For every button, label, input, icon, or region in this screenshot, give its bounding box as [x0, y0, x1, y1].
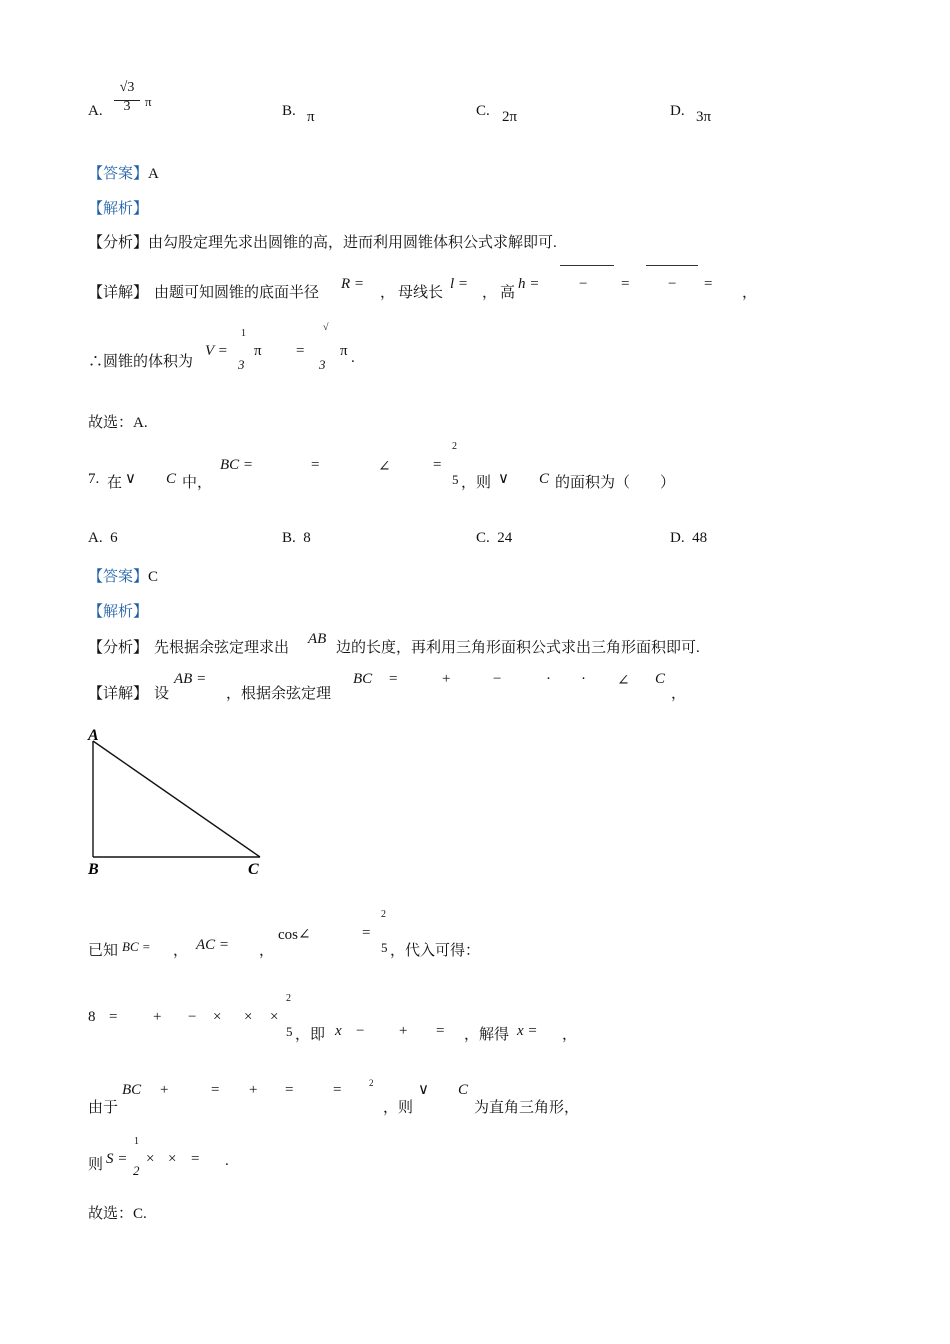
option-b-label: B. [282, 103, 296, 119]
triangle-symbol: ∨ [125, 471, 136, 487]
comma: ， [562, 1027, 578, 1043]
comma: ， [742, 285, 758, 301]
q6-guxuan: 故选：A. [88, 415, 148, 431]
youyu-then: ，则 [383, 1100, 414, 1116]
dot: · [581, 671, 586, 687]
times: × [146, 1151, 155, 1167]
fraction-den: 5 [286, 1024, 293, 1039]
q7-option-d [670, 530, 707, 547]
minus: − [356, 1023, 365, 1039]
side-AB: AB [308, 631, 327, 647]
q7-fenxi-tag: 【分析】 [88, 640, 149, 656]
vertex-label-A: A [88, 727, 99, 744]
option-value: 8 [303, 530, 311, 546]
vertex-label-B: B [88, 861, 99, 878]
eq-ji: ，即 [295, 1027, 326, 1043]
fraction-den: 2 [133, 1163, 140, 1178]
q7-zai: 在 [107, 475, 123, 491]
side-BC-eq: BC = [122, 939, 151, 954]
fenxi-line [88, 231, 557, 252]
times: × [213, 1009, 222, 1025]
radius-R: R = [341, 276, 365, 292]
angle-symbol: ∠ [617, 673, 630, 689]
minus: − [188, 1009, 197, 1025]
plus: + [153, 1009, 162, 1025]
volume-text: ∴圆锥的体积为 [88, 354, 194, 370]
option-value: 24 [497, 530, 513, 546]
equals: = [362, 925, 371, 941]
x-equals: x = [517, 1023, 538, 1039]
comma: ， [259, 943, 275, 959]
angle-symbol: ∠ [378, 459, 391, 475]
youyu-rest: 为直角三角形， [474, 1100, 580, 1116]
q7-then: ，则 [461, 475, 492, 491]
option-a-fraction [112, 80, 142, 115]
fenxi-tag: 【分析】 [88, 235, 149, 251]
pi: π [254, 343, 262, 359]
equals: = [436, 1023, 445, 1039]
equals: = [433, 457, 442, 473]
equals: = [333, 1082, 342, 1098]
vertex-C: C [458, 1082, 469, 1098]
vertex-C: C [166, 471, 177, 487]
sqrt-overline [560, 265, 614, 266]
q7-number: 7. [88, 471, 100, 487]
period: . [351, 350, 355, 366]
known-end: ，代入可得： [390, 943, 481, 959]
fraction-den: 3 [238, 357, 245, 372]
equals: = [109, 1009, 118, 1025]
fraction-den: 3 [123, 99, 131, 114]
option-a-label: A. [88, 103, 103, 119]
analysis-tag: 【解析】 [88, 201, 149, 217]
option-d-value: 3π [696, 109, 712, 125]
fraction-num: 2 [381, 909, 386, 920]
equals: = [211, 1082, 220, 1098]
eq-jiede: ，解得 [464, 1027, 510, 1043]
q7-option-b [282, 530, 311, 547]
fraction-num: 1 [134, 1136, 139, 1147]
period: . [225, 1153, 229, 1169]
q7-option-a [88, 530, 118, 547]
comma: ， [173, 943, 189, 959]
comma: ， [671, 686, 687, 702]
triangle-figure [84, 722, 274, 882]
fraction-num: 2 [452, 441, 457, 452]
height-h: h = [518, 276, 540, 292]
option-label: A. [88, 530, 103, 546]
analysis-tag: 【解析】 [88, 604, 149, 620]
xiangjie-text2: 母线长 [398, 285, 444, 301]
option-label: B. [282, 530, 296, 546]
xiangjie-tag: 【详解】 [88, 285, 149, 301]
q7-area-text: 的面积为（ ） [555, 475, 676, 491]
vertex-label-C: C [248, 861, 259, 878]
fraction-num: 1 [241, 328, 246, 339]
answer-value: A [148, 166, 159, 182]
fraction-den: 5 [452, 472, 459, 487]
youyu-text: 由于 [88, 1100, 119, 1116]
answer-tag: 【答案】 [88, 166, 149, 182]
xiangjie-text1: 由题可知圆锥的底面半径 [154, 285, 320, 301]
vertex-C: C [655, 671, 666, 687]
side-BC: BC [122, 1082, 142, 1098]
option-c-label: C. [476, 103, 490, 119]
equals: = [191, 1151, 200, 1167]
cos-angle: cos∠ [278, 927, 311, 943]
side-AB-eq: AB = [174, 671, 207, 687]
q7-fenxi-text2: 边的长度，再利用三角形面积公式求出三角形面积即可. [336, 640, 700, 656]
plus: + [249, 1082, 258, 1098]
sqrt3: √3 [119, 80, 135, 95]
plus: + [399, 1023, 408, 1039]
sqrt-overline [646, 265, 698, 266]
triangle-symbol: ∨ [418, 1082, 429, 1098]
q7-option-c [476, 530, 512, 547]
option-value: 6 [110, 530, 118, 546]
side-AC-eq: AC = [196, 937, 230, 953]
q7-xiangjie-tag: 【详解】 [88, 686, 149, 702]
fraction-bar [114, 100, 140, 101]
minus: − [668, 276, 677, 292]
option-label: C. [476, 530, 490, 546]
times: × [168, 1151, 177, 1167]
answer-value: C [148, 569, 159, 585]
option-b-value: π [307, 109, 315, 125]
equals: = [621, 276, 630, 292]
volume-V: V = [205, 343, 228, 359]
xiangjie-text3: 高 [500, 285, 516, 301]
equals: = [704, 276, 713, 292]
equals: = [285, 1082, 294, 1098]
option-d-label: D. [670, 103, 685, 119]
minus: − [579, 276, 588, 292]
area-ze: 则 [88, 1157, 104, 1173]
q7-she: 设 [154, 686, 170, 702]
equals: = [311, 457, 320, 473]
answer-tag: 【答案】 [88, 569, 149, 585]
q7-fenxi-text1: 先根据余弦定理求出 [154, 640, 290, 656]
answer-line [88, 162, 159, 183]
option-c-value: 2π [502, 109, 518, 125]
dot: · [546, 671, 551, 687]
side-AC-line [93, 741, 260, 857]
equals: = [296, 343, 305, 359]
minus: − [493, 671, 502, 687]
times: × [244, 1009, 253, 1025]
q7-xiangjie-text: ，根据余弦定理 [226, 686, 332, 702]
plus: + [442, 671, 451, 687]
times: × [270, 1009, 279, 1025]
eq-eight: 8 [88, 1009, 96, 1025]
triangle-symbol: ∨ [498, 471, 509, 487]
side-BC: BC = [220, 457, 254, 473]
side-BC: BC [353, 671, 373, 687]
area-S: S = [106, 1151, 128, 1167]
fraction-den: 3 [319, 357, 326, 372]
q7-zhong: 中， [182, 475, 213, 491]
known-text: 已知 [88, 943, 119, 959]
fraction-num: 2 [286, 993, 291, 1004]
option-a-pi: π [145, 94, 152, 109]
var-x: x [335, 1023, 342, 1039]
fraction-num: √ [323, 322, 329, 333]
fraction-den: 5 [381, 940, 388, 955]
vertex-C: C [539, 471, 550, 487]
comma: ， [380, 285, 396, 301]
option-label: D. [670, 530, 685, 546]
comma: ， [482, 285, 498, 301]
q7-answer-line [88, 565, 158, 586]
superscript-fragment: 2 [369, 1078, 374, 1088]
equals: = [389, 671, 398, 687]
option-value: 48 [692, 530, 708, 546]
slant-l: l = [450, 276, 469, 292]
pi: π [340, 343, 348, 359]
plus: + [160, 1082, 169, 1098]
fenxi-text: 由勾股定理先求出圆锥的高，进而利用圆锥体积公式求解即可. [148, 235, 557, 251]
q7-guxuan: 故选：C. [88, 1206, 147, 1222]
